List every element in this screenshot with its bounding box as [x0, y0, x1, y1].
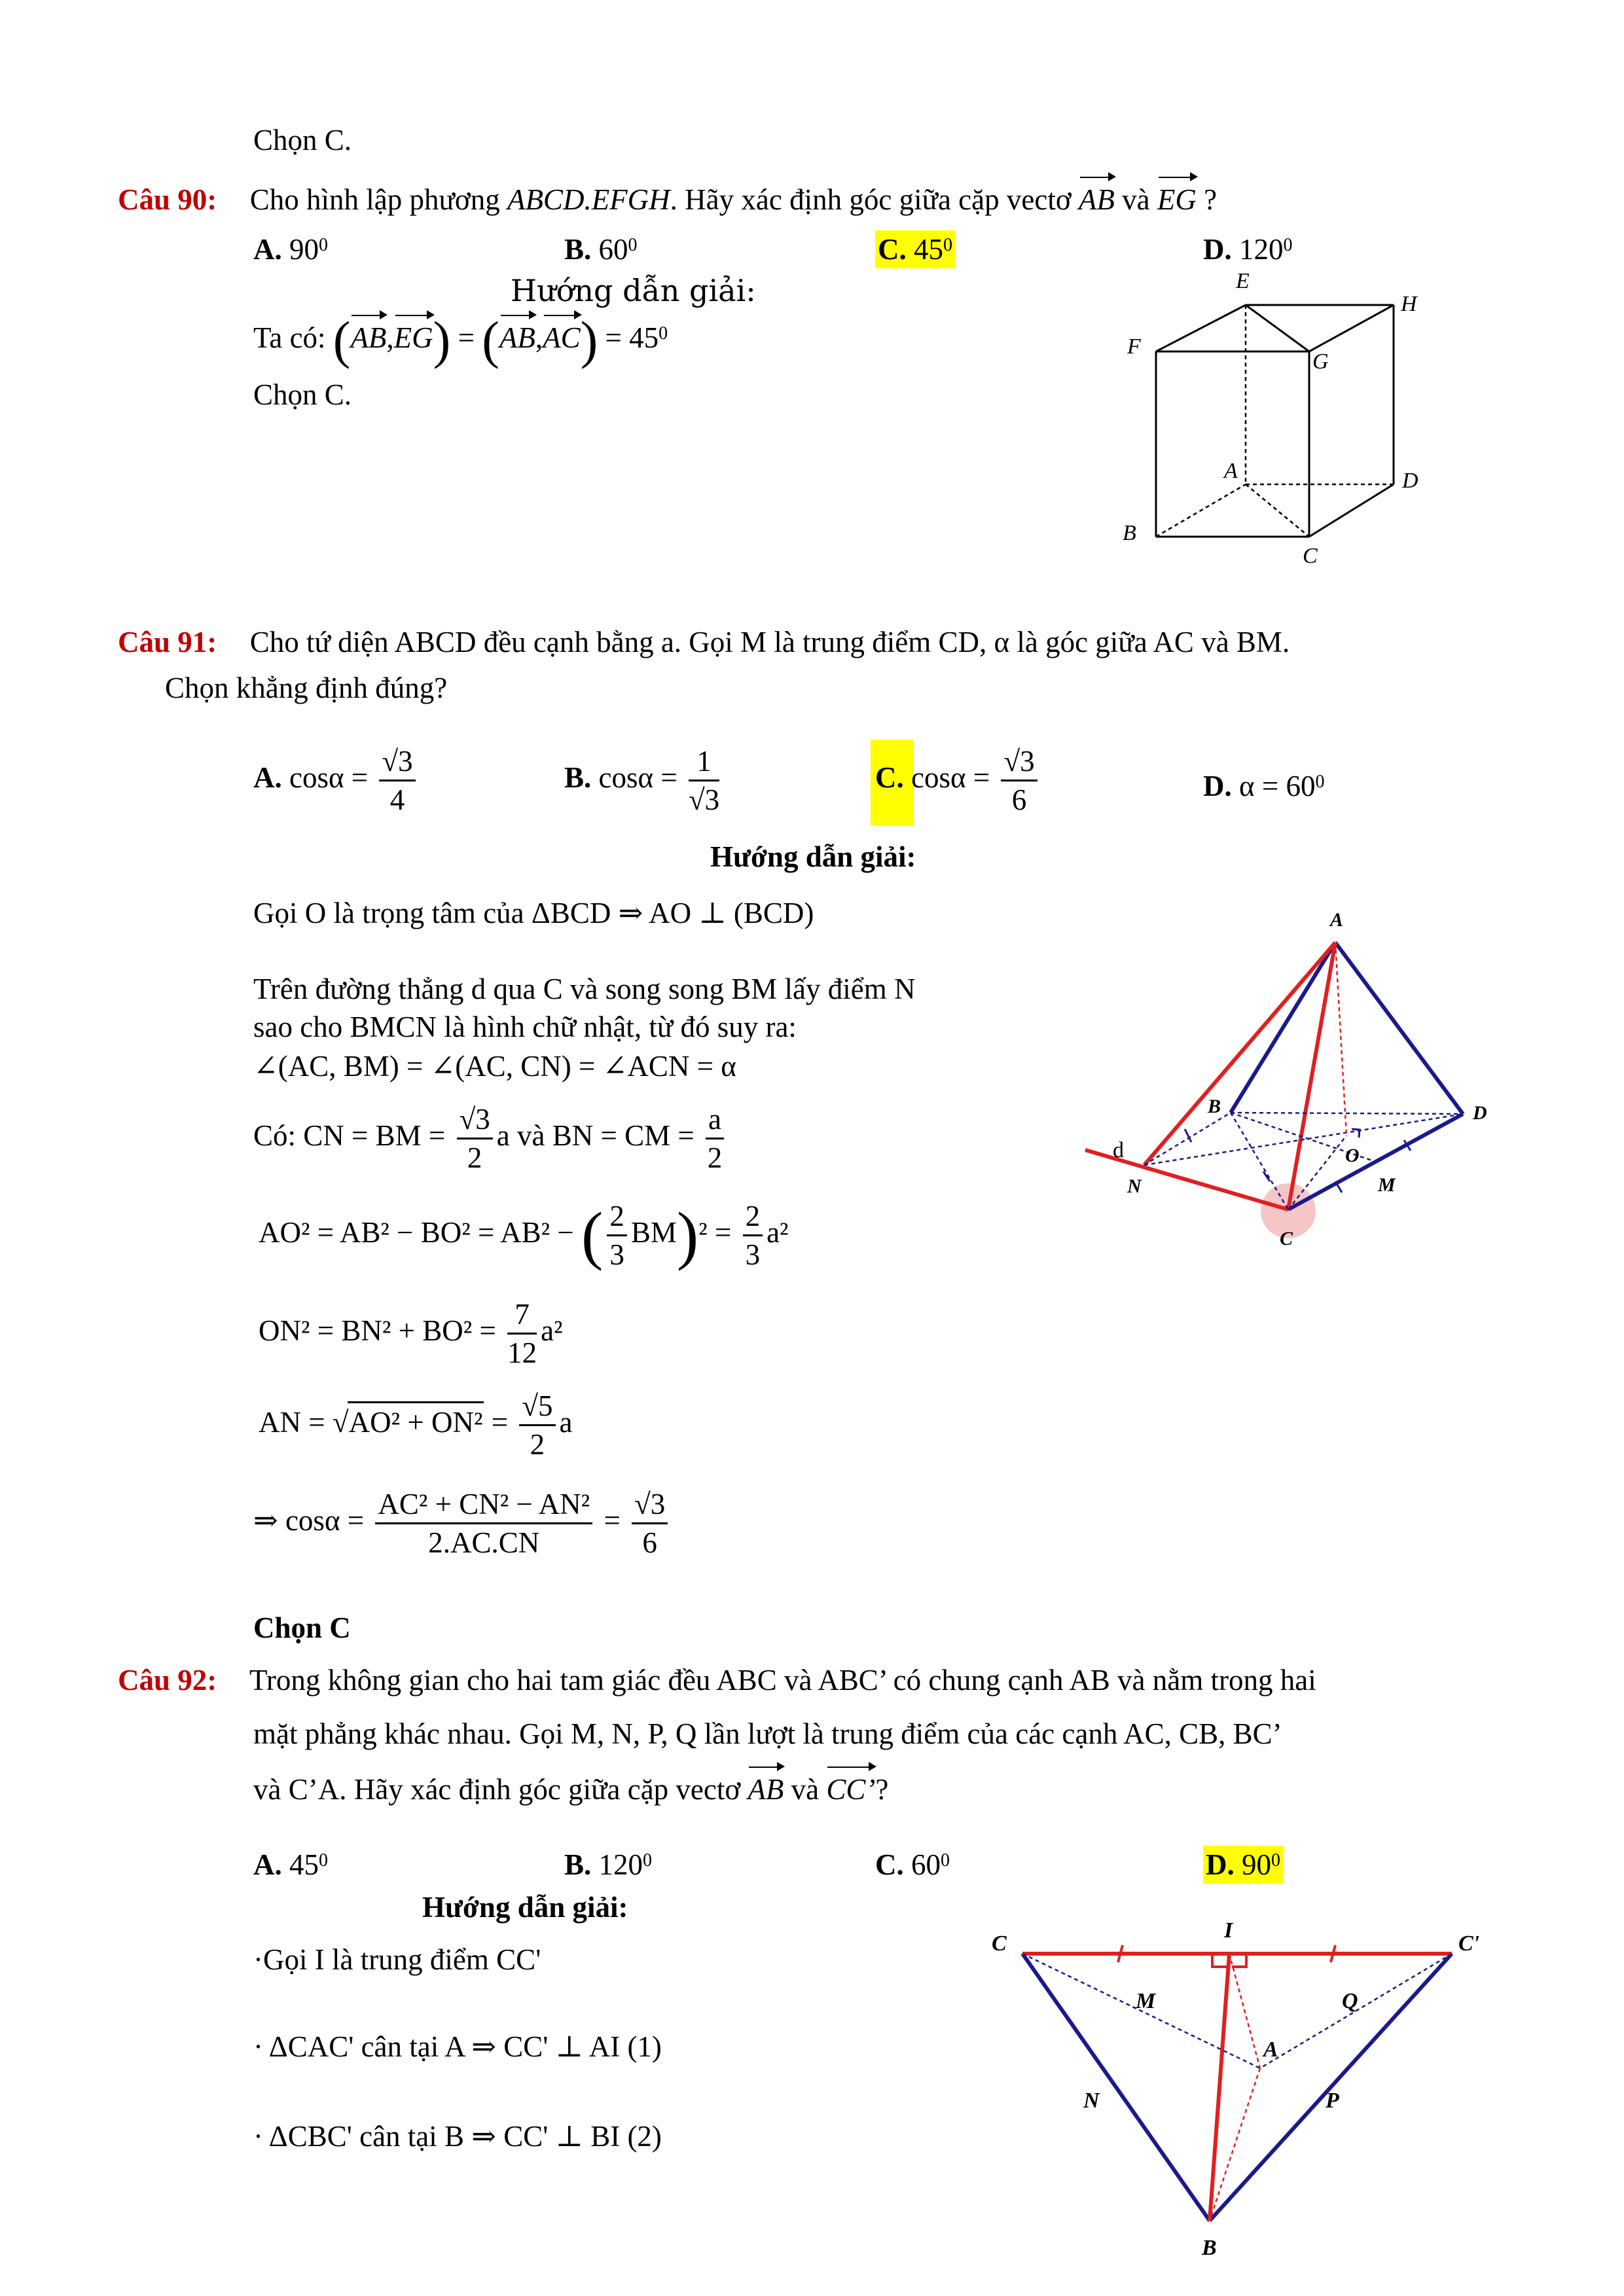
label-h: H — [1401, 292, 1417, 316]
q92-step-1: ·Gọi I là trung điểm CC' — [253, 1943, 541, 1976]
seg-ib — [1210, 1954, 1229, 2221]
label-n: N — [1083, 2089, 1100, 2113]
diag-ac-hidden — [1246, 484, 1309, 537]
chon-c-91: Chọn C — [253, 1611, 351, 1644]
q91-step-9: ⇒ cosα = $\frac{\text{AC² + CN² − AN²}}{2.AC.CN}$ = $\frac{√3}{6}$ — [253, 1486, 672, 1561]
option-d[interactable]: D. $\alpha = 60^0$ — [1203, 770, 1325, 802]
label-b: B — [1208, 1096, 1221, 1117]
triangle-figure — [969, 1911, 1506, 2278]
label-d: D — [1473, 1102, 1487, 1124]
edge-gh — [1309, 305, 1394, 351]
label-c: C — [1303, 544, 1318, 568]
edge-ba-hidden — [1156, 484, 1246, 537]
edge-fe — [1156, 305, 1246, 351]
guide-heading-91: Hướng dẫn giải: — [710, 840, 916, 873]
label-a: A — [1330, 909, 1344, 931]
q91-step-2: Trên đường thẳng d qua C và song song BM lấy điểm N — [253, 973, 916, 1005]
label-c: C — [992, 1931, 1007, 1956]
question-92-label: Câu 92: — [118, 1664, 217, 1696]
vector-eg: EG — [1157, 181, 1197, 219]
q90-solution-eq: Ta có: $(AB,EG) = (AB,AC) = 45^0$ — [253, 312, 668, 370]
option-b[interactable]: B. $60^0$ — [564, 233, 638, 266]
label-m: M — [1378, 1174, 1396, 1196]
edge-an — [1144, 942, 1335, 1165]
chon-c-90: Chọn C. — [253, 378, 352, 411]
option-d[interactable]: D. $120^0$ — [1203, 233, 1293, 266]
question-92 — [118, 1661, 1316, 1699]
option-a[interactable]: A. $45^0$ — [253, 1848, 328, 1881]
option-a[interactable]: A. $90^0$ — [253, 233, 328, 266]
q92-step-3: · ΔCBC' cân tại B ⇒ CC' ⊥ BI (2) — [253, 2120, 662, 2153]
tetrahedron-figure — [1074, 903, 1519, 1270]
label-g: G — [1312, 350, 1329, 374]
edge-cd — [1309, 484, 1394, 537]
question-91 — [118, 623, 1290, 661]
question-90-label: Câu 90: — [118, 183, 217, 216]
label-b: B — [1202, 2236, 1217, 2260]
label-p: P — [1326, 2089, 1339, 2113]
label-q: Q — [1342, 1989, 1358, 2013]
chon-c-top: Chọn C. — [253, 124, 352, 156]
edge-c2b — [1210, 1954, 1452, 2221]
edge-bd-hidden — [1231, 1113, 1463, 1114]
question-92-text-2: mặt phẳng khác nhau. Gọi M, N, P, Q lần lượt là trung điểm của các cạnh AC, CB, BC’ — [253, 1717, 1282, 1750]
right-angle-mark — [1352, 1129, 1360, 1138]
question-91-text-2: Chọn khẳng định đúng? — [165, 672, 448, 704]
label-o: O — [1345, 1145, 1360, 1166]
q92-step-2: · ΔCAC' cân tại A ⇒ CC' ⊥ AI (1) — [253, 2030, 662, 2063]
question-90 — [118, 181, 1217, 219]
q91-step-6: AO² = AB² − BO² = AB² − ( $\frac{2}{3}$ BM)² = $\frac{2}{3}$ a² — [259, 1198, 789, 1272]
question-92-text-3: và C’A. Hãy xác định góc giữa cặp vectơ AB và CC’? — [253, 1770, 888, 1808]
question-mark: ? — [1196, 183, 1218, 216]
diag-eg — [1246, 305, 1309, 351]
label-f: F — [1127, 334, 1141, 359]
question-90-text: Cho hình lập phương — [249, 183, 507, 216]
option-d-correct[interactable]: D. $90^0$ — [1203, 1846, 1283, 1884]
label-d-line: d — [1113, 1138, 1124, 1162]
question-91-label: Câu 91: — [118, 626, 217, 658]
word-and: và — [1114, 183, 1157, 216]
q91-step-5: Có: CN = BM = $\frac{√3}{2}$ a và BN = CM = $\frac{a}{2}$ — [253, 1101, 728, 1176]
label-b: B — [1123, 521, 1136, 545]
seg-nb — [1144, 1113, 1231, 1165]
question-91-text: Cho tứ diện ABCD đều cạnh bằng a. Gọi M là trung điểm CD, α là góc giữa AC và BM. — [249, 626, 1290, 658]
seg-ia — [1229, 1954, 1260, 2068]
label-i: I — [1224, 1918, 1233, 1943]
question-92-text: Trong không gian cho hai tam giác đều ABC và ABC’ có chung cạnh AB và nằm trong hai — [249, 1664, 1316, 1696]
label-n: N — [1127, 1175, 1142, 1197]
option-b[interactable]: B. cosα = $\frac{1}{√3}$ — [564, 743, 723, 818]
cube-figure — [1113, 262, 1453, 569]
edge-ad — [1335, 942, 1463, 1114]
label-a: A — [1263, 2037, 1278, 2062]
q91-step-7: ON² = BN² + BO² = $\frac{7}{12}$ a² — [259, 1296, 563, 1371]
option-c[interactable]: C. $60^0$ — [875, 1848, 950, 1881]
height-ao — [1335, 942, 1346, 1136]
edge-cb — [1022, 1954, 1210, 2221]
option-c-correct[interactable]: C. cosα = $\frac{√3}{6}$ — [875, 743, 1041, 818]
label-c: C — [1280, 1228, 1293, 1249]
guide-heading-90: Hướng dẫn giải: — [511, 273, 756, 308]
label-d: D — [1402, 469, 1418, 493]
question-90-text-b: . Hãy xác định góc giữa cặp vectơ — [670, 183, 1079, 216]
q91-step-3: sao cho BMCN là hình chữ nhật, từ đó suy ra: — [253, 1011, 797, 1043]
option-b[interactable]: B. $120^0$ — [564, 1848, 653, 1881]
label-a: A — [1224, 459, 1238, 483]
label-c2: C' — [1458, 1931, 1480, 1956]
vector-ab: AB — [1079, 181, 1115, 219]
tick-1 — [1185, 1129, 1191, 1142]
q91-step-8: AN = √AO² + ON² = $\frac{√5}{2}$ a — [259, 1388, 573, 1463]
q91-step-1: Gọi O là trọng tâm của ΔBCD ⇒ AO ⊥ (BCD) — [253, 897, 814, 929]
guide-heading-92: Hướng dẫn giải: — [422, 1891, 628, 1924]
option-c-correct[interactable]: C. $45^0$ — [875, 230, 955, 268]
cube-name: ABCD.EFGH — [507, 183, 670, 216]
option-a[interactable]: A. cosα = $\frac{√3}{4}$ — [253, 743, 420, 818]
label-e: E — [1236, 269, 1250, 293]
q91-step-4: ∠(AC, BM) = ∠(AC, CN) = ∠ACN = α — [253, 1050, 736, 1083]
label-m: M — [1136, 1989, 1156, 2013]
